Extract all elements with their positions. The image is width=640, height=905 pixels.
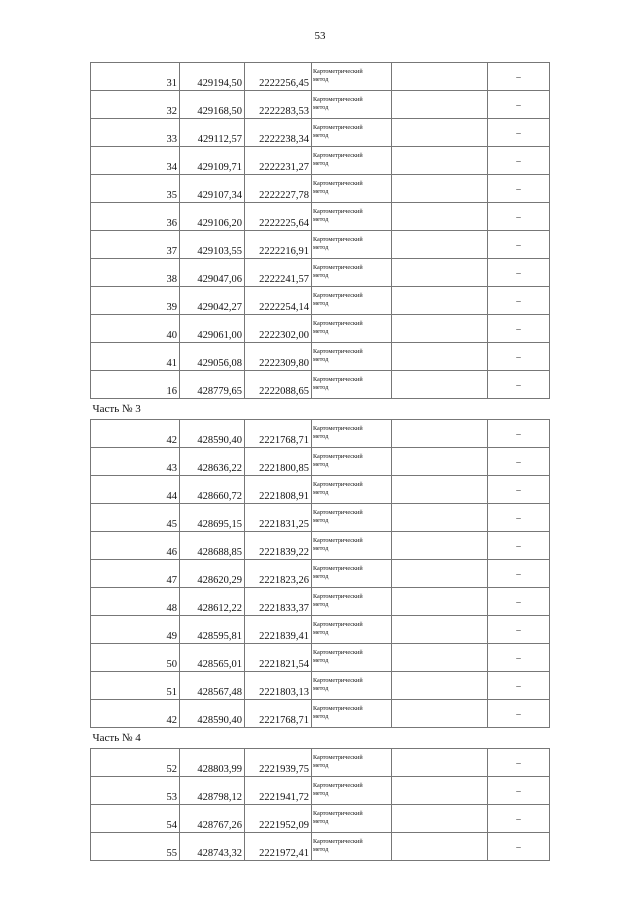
method-line-2: метод xyxy=(313,104,329,111)
empty-cell xyxy=(392,203,488,231)
y-coordinate-cell: 2221823,26 xyxy=(245,560,312,588)
table-row xyxy=(91,616,550,644)
table-row xyxy=(91,588,550,616)
method-line-2: метод xyxy=(313,685,329,692)
section-header-row xyxy=(91,399,550,420)
method-cell xyxy=(312,119,392,147)
method-line-2: метод xyxy=(313,433,329,440)
y-coordinate-cell: 2221768,71 xyxy=(245,700,312,728)
method-line-2: метод xyxy=(313,461,329,468)
empty-cell xyxy=(392,231,488,259)
method-cell xyxy=(312,287,392,315)
empty-cell xyxy=(392,504,488,532)
dash-cell: – xyxy=(488,203,550,231)
method-line-1: Картометрический xyxy=(313,810,363,817)
table-row xyxy=(91,371,550,399)
method-line-1: Картометрический xyxy=(313,152,363,159)
dash-cell: – xyxy=(488,315,550,343)
empty-cell xyxy=(392,476,488,504)
x-coordinate-cell: 429194,50 xyxy=(180,63,245,91)
method-line-1: Картометрический xyxy=(313,649,363,656)
method-line-2: метод xyxy=(313,657,329,664)
x-coordinate-cell: 428743,32 xyxy=(180,833,245,861)
point-number-cell: 31 xyxy=(91,63,180,91)
dash-cell: – xyxy=(488,700,550,728)
method-cell xyxy=(312,371,392,399)
x-coordinate-cell: 428590,40 xyxy=(180,700,245,728)
x-coordinate-cell: 429112,57 xyxy=(180,119,245,147)
method-line-2: метод xyxy=(313,573,329,580)
method-line-1: Картометрический xyxy=(313,453,363,460)
point-number-cell: 55 xyxy=(91,833,180,861)
point-number-cell: 33 xyxy=(91,119,180,147)
method-line-2: метод xyxy=(313,545,329,552)
table-row xyxy=(91,504,550,532)
point-number-cell: 43 xyxy=(91,448,180,476)
y-coordinate-cell: 2222256,45 xyxy=(245,63,312,91)
table-row xyxy=(91,287,550,315)
y-coordinate-cell: 2221800,85 xyxy=(245,448,312,476)
table-row xyxy=(91,805,550,833)
empty-cell xyxy=(392,147,488,175)
x-coordinate-cell: 429047,06 xyxy=(180,259,245,287)
y-coordinate-cell: 2221821,54 xyxy=(245,644,312,672)
point-number-cell: 38 xyxy=(91,259,180,287)
method-line-2: метод xyxy=(313,762,329,769)
dash-cell: – xyxy=(488,588,550,616)
section-header-row xyxy=(91,728,550,749)
method-line-2: метод xyxy=(313,489,329,496)
method-line-1: Картометрический xyxy=(313,754,363,761)
empty-cell xyxy=(392,371,488,399)
x-coordinate-cell: 429109,71 xyxy=(180,147,245,175)
method-cell xyxy=(312,259,392,287)
dash-cell: – xyxy=(488,644,550,672)
table-row xyxy=(91,343,550,371)
method-line-2: метод xyxy=(313,160,329,167)
table-row xyxy=(91,259,550,287)
y-coordinate-cell: 2222088,65 xyxy=(245,371,312,399)
dash-cell: – xyxy=(488,147,550,175)
empty-cell xyxy=(392,833,488,861)
x-coordinate-cell: 429061,00 xyxy=(180,315,245,343)
method-cell xyxy=(312,91,392,119)
method-cell xyxy=(312,343,392,371)
dash-cell: – xyxy=(488,833,550,861)
dash-cell: – xyxy=(488,420,550,448)
empty-cell xyxy=(392,119,488,147)
empty-cell xyxy=(392,420,488,448)
point-number-cell: 45 xyxy=(91,504,180,532)
table-row xyxy=(91,700,550,728)
table-row xyxy=(91,749,550,777)
method-line-1: Картометрический xyxy=(313,593,363,600)
method-line-1: Картометрический xyxy=(313,236,363,243)
y-coordinate-cell: 2222216,91 xyxy=(245,231,312,259)
empty-cell xyxy=(392,343,488,371)
table-row xyxy=(91,777,550,805)
method-line-2: метод xyxy=(313,216,329,223)
method-line-1: Картометрический xyxy=(313,509,363,516)
method-line-1: Картометрический xyxy=(313,180,363,187)
table-row xyxy=(91,119,550,147)
method-cell xyxy=(312,63,392,91)
table-row xyxy=(91,91,550,119)
method-line-2: метод xyxy=(313,601,329,608)
dash-cell: – xyxy=(488,287,550,315)
point-number-cell: 48 xyxy=(91,588,180,616)
table-row xyxy=(91,644,550,672)
method-cell xyxy=(312,420,392,448)
table-body xyxy=(91,63,550,861)
method-line-2: метод xyxy=(313,790,329,797)
x-coordinate-cell: 428567,48 xyxy=(180,672,245,700)
dash-cell: – xyxy=(488,476,550,504)
x-coordinate-cell: 429103,55 xyxy=(180,231,245,259)
point-number-cell: 39 xyxy=(91,287,180,315)
x-coordinate-cell: 429056,08 xyxy=(180,343,245,371)
dash-cell: – xyxy=(488,175,550,203)
x-coordinate-cell: 429042,27 xyxy=(180,287,245,315)
empty-cell xyxy=(392,560,488,588)
method-line-2: метод xyxy=(313,629,329,636)
point-number-cell: 37 xyxy=(91,231,180,259)
y-coordinate-cell: 2221768,71 xyxy=(245,420,312,448)
method-line-1: Картометрический xyxy=(313,68,363,75)
point-number-cell: 53 xyxy=(91,777,180,805)
table-row xyxy=(91,175,550,203)
method-cell xyxy=(312,448,392,476)
method-line-1: Картометрический xyxy=(313,425,363,432)
section-title: Часть № 4 xyxy=(91,728,550,749)
empty-cell xyxy=(392,175,488,203)
dash-cell: – xyxy=(488,749,550,777)
point-number-cell: 41 xyxy=(91,343,180,371)
method-line-1: Картометрический xyxy=(313,96,363,103)
y-coordinate-cell: 2221839,41 xyxy=(245,616,312,644)
method-cell xyxy=(312,777,392,805)
method-line-2: метод xyxy=(313,384,329,391)
y-coordinate-cell: 2221839,22 xyxy=(245,532,312,560)
point-number-cell: 52 xyxy=(91,749,180,777)
method-cell xyxy=(312,560,392,588)
method-line-1: Картометрический xyxy=(313,838,363,845)
x-coordinate-cell: 429107,34 xyxy=(180,175,245,203)
x-coordinate-cell: 428590,40 xyxy=(180,420,245,448)
y-coordinate-cell: 2221939,75 xyxy=(245,749,312,777)
method-cell xyxy=(312,700,392,728)
method-line-2: метод xyxy=(313,244,329,251)
method-line-1: Картометрический xyxy=(313,481,363,488)
table-row xyxy=(91,833,550,861)
y-coordinate-cell: 2222302,00 xyxy=(245,315,312,343)
dash-cell: – xyxy=(488,777,550,805)
method-line-2: метод xyxy=(313,356,329,363)
table-row xyxy=(91,315,550,343)
method-line-1: Картометрический xyxy=(313,124,363,131)
dash-cell: – xyxy=(488,532,550,560)
method-line-1: Картометрический xyxy=(313,376,363,383)
x-coordinate-cell: 429168,50 xyxy=(180,91,245,119)
x-coordinate-cell: 428688,85 xyxy=(180,532,245,560)
x-coordinate-cell: 428636,22 xyxy=(180,448,245,476)
x-coordinate-cell: 428660,72 xyxy=(180,476,245,504)
point-number-cell: 40 xyxy=(91,315,180,343)
method-cell xyxy=(312,644,392,672)
y-coordinate-cell: 2221941,72 xyxy=(245,777,312,805)
empty-cell xyxy=(392,805,488,833)
page-number: 53 xyxy=(314,30,326,42)
y-coordinate-cell: 2222254,14 xyxy=(245,287,312,315)
method-line-2: метод xyxy=(313,132,329,139)
x-coordinate-cell: 428695,15 xyxy=(180,504,245,532)
empty-cell xyxy=(392,63,488,91)
method-cell xyxy=(312,203,392,231)
point-number-cell: 42 xyxy=(91,700,180,728)
table-row xyxy=(91,63,550,91)
method-cell xyxy=(312,532,392,560)
method-cell xyxy=(312,231,392,259)
dash-cell: – xyxy=(488,231,550,259)
point-number-cell: 49 xyxy=(91,616,180,644)
point-number-cell: 51 xyxy=(91,672,180,700)
method-cell xyxy=(312,315,392,343)
method-line-1: Картометрический xyxy=(313,705,363,712)
table-row xyxy=(91,203,550,231)
x-coordinate-cell: 428803,99 xyxy=(180,749,245,777)
method-line-1: Картометрический xyxy=(313,264,363,271)
point-number-cell: 47 xyxy=(91,560,180,588)
method-line-1: Картометрический xyxy=(313,565,363,572)
dash-cell: – xyxy=(488,91,550,119)
method-cell xyxy=(312,588,392,616)
y-coordinate-cell: 2221803,13 xyxy=(245,672,312,700)
method-cell xyxy=(312,147,392,175)
point-number-cell: 44 xyxy=(91,476,180,504)
dash-cell: – xyxy=(488,119,550,147)
x-coordinate-cell: 428595,81 xyxy=(180,616,245,644)
dash-cell: – xyxy=(488,616,550,644)
method-line-1: Картометрический xyxy=(313,208,363,215)
method-line-1: Картометрический xyxy=(313,677,363,684)
dash-cell: – xyxy=(488,63,550,91)
y-coordinate-cell: 2221831,25 xyxy=(245,504,312,532)
method-line-2: метод xyxy=(313,76,329,83)
empty-cell xyxy=(392,672,488,700)
point-number-cell: 32 xyxy=(91,91,180,119)
x-coordinate-cell: 429106,20 xyxy=(180,203,245,231)
dash-cell: – xyxy=(488,560,550,588)
method-line-1: Картометрический xyxy=(313,292,363,299)
table-row xyxy=(91,448,550,476)
table-row xyxy=(91,147,550,175)
x-coordinate-cell: 428798,12 xyxy=(180,777,245,805)
table-row xyxy=(91,476,550,504)
method-line-1: Картометрический xyxy=(313,782,363,789)
y-coordinate-cell: 2222225,64 xyxy=(245,203,312,231)
y-coordinate-cell: 2222227,78 xyxy=(245,175,312,203)
method-line-2: метод xyxy=(313,272,329,279)
x-coordinate-cell: 428779,65 xyxy=(180,371,245,399)
method-line-2: метод xyxy=(313,846,329,853)
point-number-cell: 42 xyxy=(91,420,180,448)
method-line-2: метод xyxy=(313,818,329,825)
table-row xyxy=(91,231,550,259)
point-number-cell: 36 xyxy=(91,203,180,231)
method-line-2: метод xyxy=(313,713,329,720)
empty-cell xyxy=(392,259,488,287)
method-line-2: метод xyxy=(313,188,329,195)
dash-cell: – xyxy=(488,371,550,399)
dash-cell: – xyxy=(488,448,550,476)
method-cell xyxy=(312,672,392,700)
table-row xyxy=(91,420,550,448)
y-coordinate-cell: 2222238,34 xyxy=(245,119,312,147)
point-number-cell: 46 xyxy=(91,532,180,560)
empty-cell xyxy=(392,91,488,119)
method-line-2: метод xyxy=(313,300,329,307)
point-number-cell: 34 xyxy=(91,147,180,175)
empty-cell xyxy=(392,777,488,805)
empty-cell xyxy=(392,532,488,560)
empty-cell xyxy=(392,644,488,672)
empty-cell xyxy=(392,588,488,616)
empty-cell xyxy=(392,287,488,315)
y-coordinate-cell: 2222241,57 xyxy=(245,259,312,287)
y-coordinate-cell: 2221952,09 xyxy=(245,805,312,833)
method-line-1: Картометрический xyxy=(313,621,363,628)
method-line-1: Картометрический xyxy=(313,320,363,327)
x-coordinate-cell: 428620,29 xyxy=(180,560,245,588)
dash-cell: – xyxy=(488,343,550,371)
empty-cell xyxy=(392,616,488,644)
empty-cell xyxy=(392,749,488,777)
empty-cell xyxy=(392,448,488,476)
dash-cell: – xyxy=(488,672,550,700)
dash-cell: – xyxy=(488,259,550,287)
point-number-cell: 50 xyxy=(91,644,180,672)
table-row xyxy=(91,560,550,588)
method-cell xyxy=(312,749,392,777)
y-coordinate-cell: 2221972,41 xyxy=(245,833,312,861)
x-coordinate-cell: 428612,22 xyxy=(180,588,245,616)
method-cell xyxy=(312,175,392,203)
x-coordinate-cell: 428767,26 xyxy=(180,805,245,833)
dash-cell: – xyxy=(488,504,550,532)
point-number-cell: 16 xyxy=(91,371,180,399)
y-coordinate-cell: 2222283,53 xyxy=(245,91,312,119)
method-cell xyxy=(312,805,392,833)
y-coordinate-cell: 2221833,37 xyxy=(245,588,312,616)
table-row xyxy=(91,672,550,700)
section-title: Часть № 3 xyxy=(91,399,550,420)
method-cell xyxy=(312,476,392,504)
y-coordinate-cell: 2222231,27 xyxy=(245,147,312,175)
point-number-cell: 54 xyxy=(91,805,180,833)
dash-cell: – xyxy=(488,805,550,833)
y-coordinate-cell: 2222309,80 xyxy=(245,343,312,371)
table-row xyxy=(91,532,550,560)
method-line-1: Картометрический xyxy=(313,537,363,544)
method-line-1: Картометрический xyxy=(313,348,363,355)
empty-cell xyxy=(392,315,488,343)
method-cell xyxy=(312,504,392,532)
method-cell xyxy=(312,833,392,861)
point-number-cell: 35 xyxy=(91,175,180,203)
method-cell xyxy=(312,616,392,644)
x-coordinate-cell: 428565,01 xyxy=(180,644,245,672)
method-line-2: метод xyxy=(313,328,329,335)
method-line-2: метод xyxy=(313,517,329,524)
empty-cell xyxy=(392,700,488,728)
coordinates-table xyxy=(90,62,550,861)
y-coordinate-cell: 2221808,91 xyxy=(245,476,312,504)
